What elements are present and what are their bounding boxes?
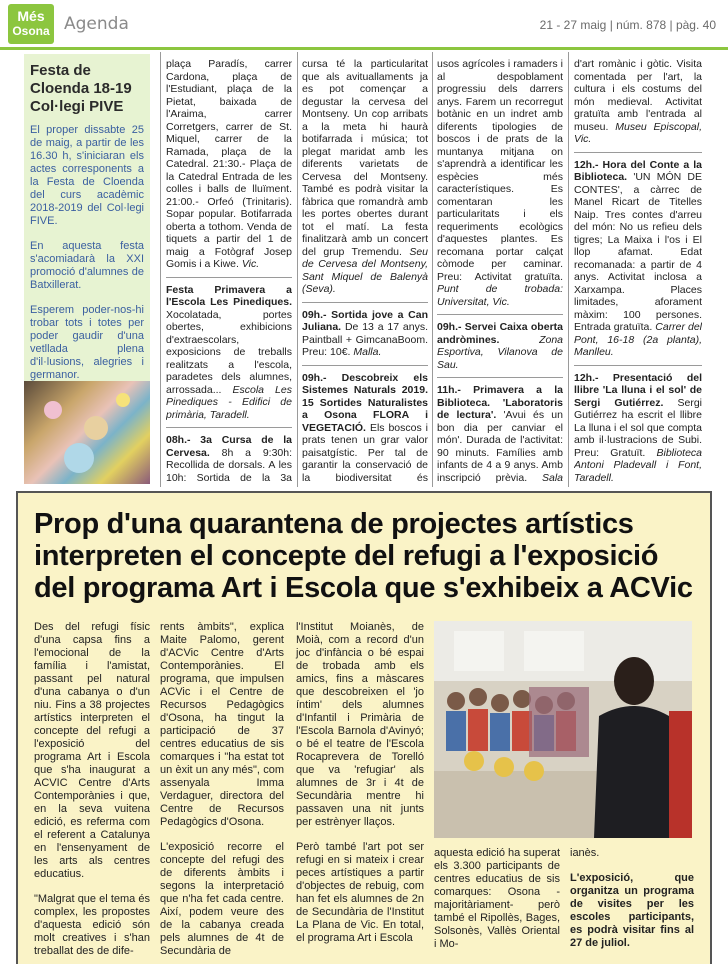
article-column-2	[160, 621, 284, 957]
agenda-heading: 09h.- Descobreix els Sistemes Naturals 2019. 15 Sortides Naturalistes a Osona FLORA i VEGETACIÓ.	[302, 371, 428, 434]
exhibition-photo-illustration	[434, 621, 692, 838]
article-headline: Prop d'una quarantena de projectes artístics interpreten el concepte del refugi a l'exposició del programa Art i Escola que s'exhibeix a ACVic	[34, 508, 693, 604]
agenda-column-1	[166, 58, 292, 484]
agenda-column-3	[437, 58, 563, 484]
agenda-heading: Festa Primavera a l'Escola Les Pinediques.	[166, 283, 292, 308]
logo-line-2: Osona	[12, 24, 50, 38]
agenda-text: plaça Paradís, carrer Cardona, plaça de l'Estudiant, plaça de la Pietat, baixada de l'Araima, carrer Corretgers, carrer de St. Miquel, carrer de la Ramada, plaça de la Catedral. 21:30.- Plaça de la Catedral Entrada de les colles i balls de lluïment. 21:00.- Orfeó (Trinitaris). Sopar popular. Botifarrada oberta a tothom. Venda de tiquets a partir del 1 de maig a Fotògraf Josep Gomis i a Kiwe.	[166, 58, 292, 270]
brand-logo	[8, 4, 54, 44]
agenda-text: usos agrícoles i ramaders i al despoblament progressiu dels darrers anys. Farem un recorregut botànic en un indret amb diferents tipologies de boscos i de prats de la muntanya mitjana on s'aprendrà a identificar les espècies més característiques. Es comentaran les particularitats i els requeriments ecològics d'aquestes plantes. Es recomana portar calçat còmode per caminar. Preu: Activitat gratuïta.	[437, 58, 563, 283]
agenda-text: 8h a 9:30h: Recollida de dorsals. A les 10h: Sortida de la 3a	[166, 446, 292, 484]
header-divider	[0, 47, 728, 50]
article-paragraph: Però també l'art pot ser refugi en si mateix i crear peces artístiques a partir d'objectes de rebuig, com han fet els alumnes de 2n de Secundària de l'Institut La Plana de Vic. En total, el programa Art i Escola	[296, 841, 424, 944]
article-paragraph: aquesta edició ha superat els 3.300 participants de centres educatius de sis comarques: Osona -majoritàriament- però també el Ripollès, Bages, Solsonès, Vallès Oriental i Mo-	[434, 847, 560, 950]
column-divider	[160, 52, 161, 487]
agenda-heading: 08h.- 3a Cursa de la Cervesa.	[166, 434, 292, 459]
festa-title: Festa de Cloenda 18-19 Col·legi PIVE	[30, 62, 132, 115]
article-paragraph: "Malgrat que el tema és complex, les propostes d'aquesta edició són molt creatives i s'han treballat des de dife-	[34, 893, 150, 957]
festa-paragraph: El proper dissabte 25 de maig, a partir de les 16.30 h, s'iniciaran els actes corresponents a la Festa de Cloenda del curs acadèmic 2018-2019 del Col·legi FIVE.	[30, 124, 144, 227]
festa-photo	[24, 381, 150, 484]
agenda-place: Museu Episcopal, Vic.	[574, 120, 702, 145]
column-divider	[297, 52, 298, 487]
article-paragraph: L'exposició, que organitza un programa de visites per les escoles participants, es podrà visitar fins al 27 de juliol.	[570, 872, 694, 949]
festa-paragraph: En aquesta festa s'acomiadarà la XXI promoció d'alumnes de Batxillerat.	[30, 240, 144, 291]
agenda-heading: 12h.- Presentació del llibre 'La lluna i el sol' de Sergi Gutiérrez.	[574, 371, 702, 409]
article-paragraph: Des del refugi físic d'una capsa fins a l'emocional de la família i l'amistat, passant pel natural d'una cabanya o d'un niu. Fins a 38 projectes artístics interpreten el concepte del refugi a l'exposició del programa Art i Escola que s'ha inaugurat a ACVIC Centre d'Arts Contemporànies i que, en la seva vuitena edició, es refermа com el referent a Catalunya en l'ensenyament de les arts als centres educatius.	[34, 621, 150, 880]
agenda-heading: 12h.- Hora del Conte a la Biblioteca.	[574, 158, 702, 183]
festa-box	[24, 54, 150, 484]
agenda-text: d'art romànic i gòtic. Visita comentada per l'art, la cultura i els costums del món medieval. Activitat gratuïta amb l'entrada al museu.	[574, 58, 702, 133]
article-paragraph: l'Institut Moianès, de Moià, com a record d'un joc d'infància o bé espai de trobada amb els amics, fins a màscares que descobreixen el 'jo íntim' dels alumnes d'Infantil i Primària de l'Escola Barnola d'Avinyó; o bé el teatre de l'Escola Rocaprevera de Torelló que va 'refugiar' als alumnes de 3r i 4t de Secundària mentre hi passaven una nit junts per estrènyer llaços.	[296, 621, 424, 828]
article-paragraph: rents àmbits", explica Maite Palomo, gerent d'ACVic Centre d'Arts Contemporànies. El programa, que impulsen ACVic i el Centre de Recursos Pedagògics d'Osona, ha tingut la participació de 37 centres educatius de sis comarques i "ha estat tot un èxit un any més", com assenyala Imma Verdaguer, directora del Centre de Recursos Pedagògics d'Osona.	[160, 621, 284, 828]
agenda-place: Zona Esportiva, Vilanova de Sau.	[437, 333, 563, 371]
agenda-column-4	[574, 58, 702, 484]
article-column-3	[296, 621, 424, 951]
agenda-text: 'UN MÓN DE CONTES', a càrrec de Manel Ricart de Titelles Naip. Tres contes d'arreu del món: No us refieu dels tigres; La Maixa i l'os i El llop afamat. Edat recomanada: a partir de 4 anys. Activitat inclosa a Xarxampa. Places limitades, aforament màxim: 100 persones. Entrada gratuïta.	[574, 171, 702, 333]
article-column-5	[570, 847, 694, 957]
agenda-text: Xocolatada, portes obertes, exhibicions d'extraescolars, exposicions de treballs realitzats a l'escola, paradetes dels alumnes, arrossada...	[166, 308, 292, 396]
agenda-place: Punt de trobada: Universitat, Vic.	[437, 283, 563, 308]
section-title: Agenda	[64, 14, 129, 34]
festa-paragraph: Esperem poder-nos-hi trobar tots i totes per poder gaudir d'una vetllada plena d'il·lusions, alegries i germanor.	[30, 304, 144, 381]
agenda-text: De 13 a 17 anys. Paintball + GimcanaBoom. Preu: 10€.	[302, 321, 428, 358]
agenda-heading: 09h.- Sortida jove a Can Juliana.	[302, 308, 428, 333]
agenda-place: Sala	[542, 471, 563, 484]
agenda-place: Malla.	[353, 346, 382, 358]
agenda-text: Els boscos i prats tenen un grar valor paisatgístic. Per tal de garantir la conservació de la biodiversitat és	[302, 421, 428, 484]
agenda-place: Biblioteca Antoni Pladevall i Font, Taradell.	[574, 446, 702, 484]
agenda-place: Carrer del Pont, 16-18 (2a planta), Manlleu.	[574, 321, 702, 358]
agenda-heading: 11h.- Primavera a la Biblioteca. 'Laboratoris de lectura'.	[437, 384, 563, 421]
column-divider	[568, 52, 569, 487]
agenda-heading: 09h.- Servei Caixa oberta andròmines.	[437, 321, 563, 346]
article-paragraph: L'exposició recorre el concepte del refugi des de diferents àmbits i segons la interpretació que n'ha fet cada centre. Així, podem veure des de la cabanya creada pels alumnes de 4t de Secundària de	[160, 841, 284, 957]
agenda-text: 'Avui és un bon dia per canviar el món'. Durada de l'activitat: 90 minuts. Famílies amb infants de 4 a 9 anys. Amb inscripció prèvia.	[437, 409, 563, 484]
agenda-place: Seu de Cervesa del Montseny, Sant Miquel de Balenyà (Seva).	[302, 245, 428, 295]
article-column-4	[434, 847, 560, 957]
agenda-text: Sergi Gutiérrez ha escrit el llibre La lluna i el sol que compta amb il·lustracions de Subi. Preu: Gratuït.	[574, 396, 702, 459]
exhibition-photo	[434, 621, 692, 838]
column-divider	[432, 52, 433, 487]
article-paragraph: ianès.	[570, 847, 600, 859]
agenda-place: Vic.	[241, 258, 260, 270]
agenda-text: cursa té la particularitat que als avituallaments ja es pot començar a degustar la cervesa del Montseny. Un cop arribats a la meta hi haurà botifarrada i música; tot plegat maridat amb les diferents varietats de Cervesa del Montseny. També es podrà visitar la fàbrica que romandrà amb les portes obertes durant tot el matí. La festa finalitzarà amb un concert del grup Tremendu.	[302, 58, 428, 258]
issue-info: 21 - 27 maig | núm. 878 | pàg. 40	[539, 18, 716, 32]
article-column-1	[34, 621, 150, 957]
agenda-place: Escola Les Pinediques - Edifici de primària, Taradell.	[166, 383, 292, 421]
agenda-column-2	[302, 58, 428, 484]
logo-line-1: Més	[17, 8, 45, 24]
